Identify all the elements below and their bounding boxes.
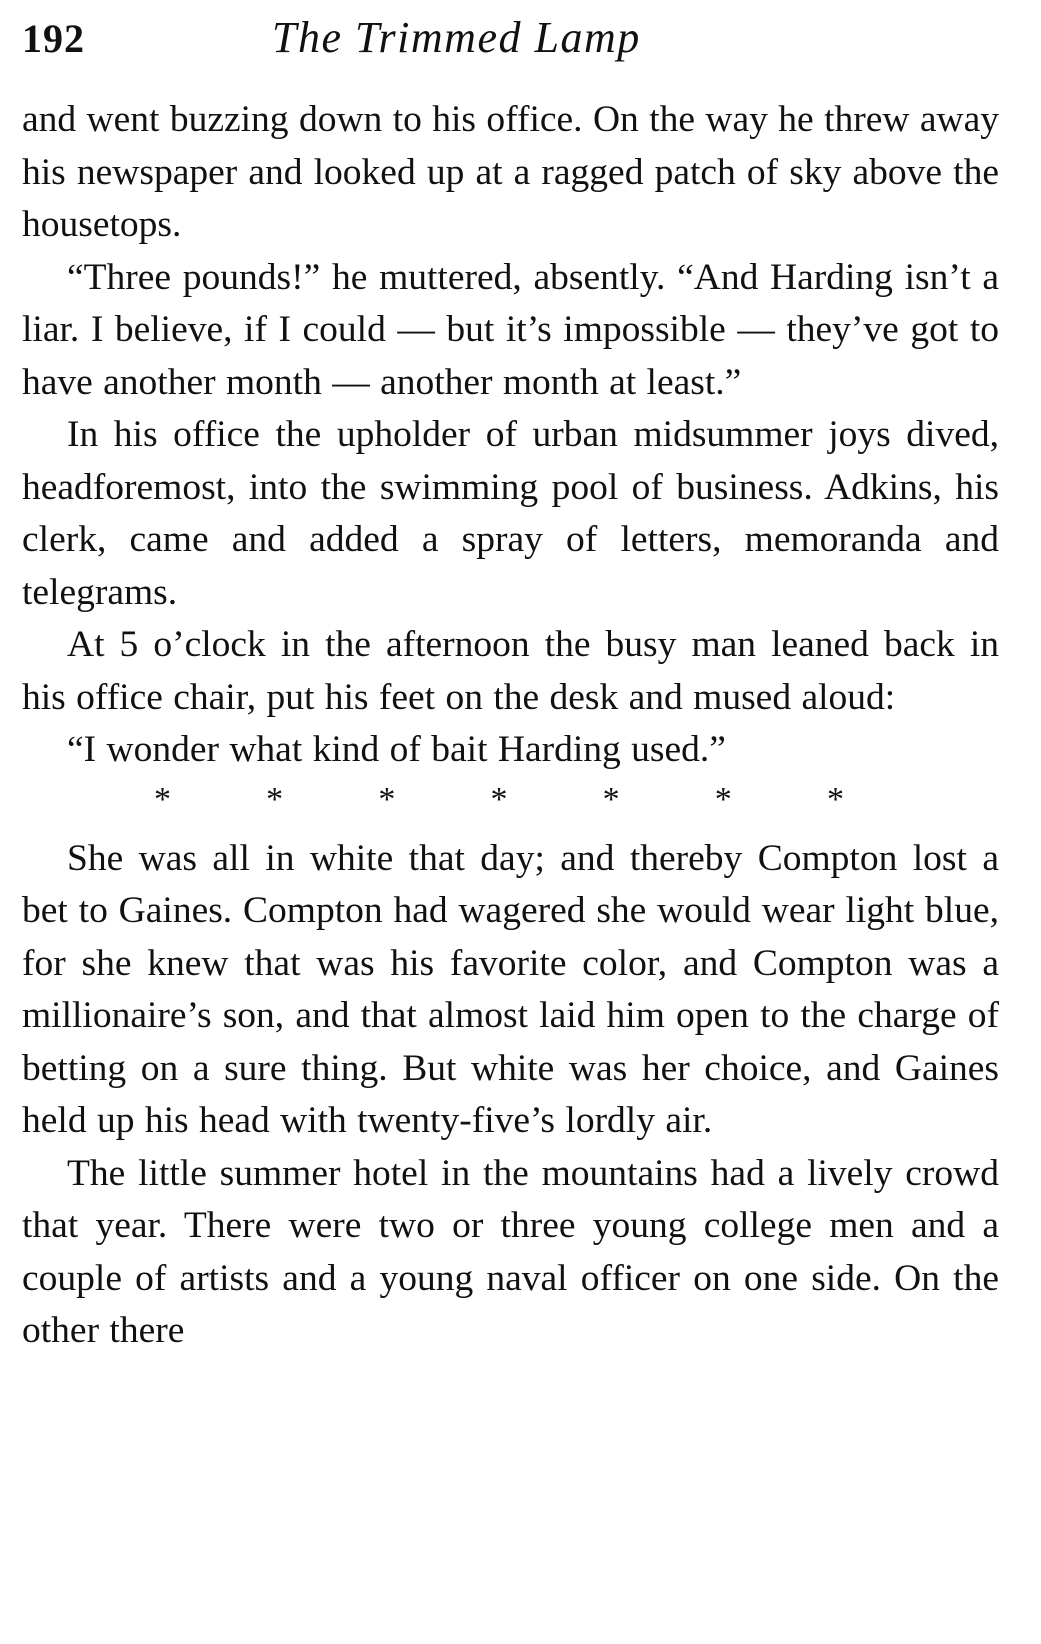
- paragraph: “I wonder what kind of bait Harding used.”: [67, 729, 726, 770]
- paragraph: In his office the upholder of urban midsummer joys dived, headforemost, into the swimming pool of business. Adkins, his clerk, came and added a spray of letters, memoranda and telegrams.: [22, 414, 999, 613]
- paragraph: The little summer hotel in the mountains had a lively crowd that year. There were two or three young college men and a couple of artists and a young naval officer on one side. On the other there: [22, 1152, 999, 1351]
- body-text: [22, 94, 999, 1358]
- paragraph: At 5 o’clock in the afternoon the busy man leaned back in his office chair, put his feet on the desk and mused aloud:: [22, 624, 999, 718]
- running-title: The Trimmed Lamp: [272, 13, 641, 62]
- page-header: [22, 12, 999, 84]
- asterisk: *: [266, 780, 284, 818]
- paragraph: She was all in white that day; and thereby Compton lost a bet to Gaines. Compton had wagered she would wear light blue, for she knew that was his favorite color, and Compton was a millionaire’s son, and that almost laid him open to the charge of betting on a sure thing. But white was her choice, and Gaines held up his head with twenty-five’s lordly air.: [22, 837, 999, 1141]
- asterisk: *: [154, 780, 171, 818]
- asterisk: *: [490, 780, 508, 818]
- paragraph: “Three pounds!” he muttered, absently. “And Harding isn’t a liar. I believe, if I could — but it’s impossible — they’ve got to have another month — another month at least.”: [22, 256, 999, 403]
- asterisk: *: [826, 780, 844, 818]
- section-break: [154, 777, 844, 833]
- page-number: 192: [22, 16, 85, 61]
- asterisk: *: [714, 780, 732, 818]
- asterisk: *: [378, 780, 396, 818]
- paragraph: and went buzzing down to his office. On the way he threw away his newspaper and looked up at a ragged patch of sky above the housetops.: [22, 99, 999, 245]
- asterisk: *: [602, 780, 620, 818]
